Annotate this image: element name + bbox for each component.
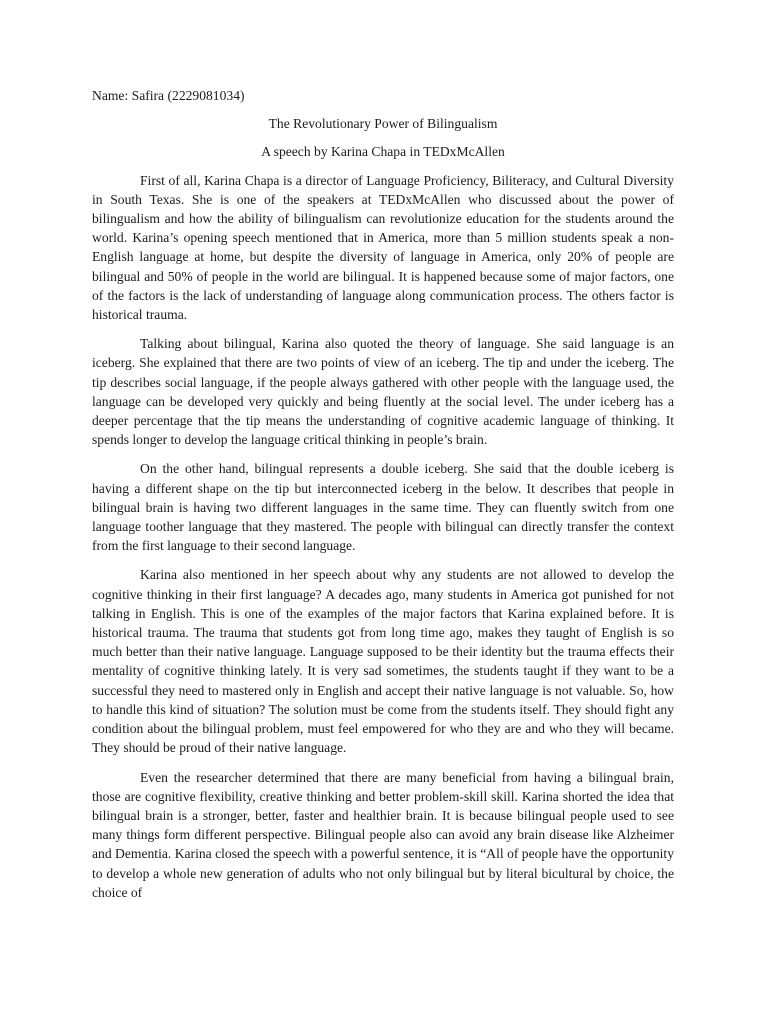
paragraph-iceberg: Talking about bilingual, Karina also quoted the theory of language. She said language is an iceberg. She explained that there are two points of view of an iceberg. The tip and under the iceberg. The tip describes social language, if the people always gathered with other people with the language used, the language can be developed very quickly and being fluently at the social level. The under iceberg has a deeper percentage that the tip means the understanding of cognitive academic language of thinking. It spends longer to develop the language critical thinking in people’s brain. <box>92 336 674 448</box>
document-subtitle: A speech by Karina Chapa in TEDxMcAllen <box>261 144 505 160</box>
author-name-line: Name: Safira (2229081034) <box>92 88 245 103</box>
document-page <box>92 86 674 912</box>
paragraph-intro: First of all, Karina Chapa is a director of Language Proficiency, Biliteracy, and Cultural Diversity in South Texas. She is one of the speakers at TEDxMcAllen who discussed about the power of bilingualism and how the ability of bilingualism can revolutionize education for the students around the world. Karina’s opening speech mentioned that in America, more than 5 million students speak a non-English language at home, but despite the diversity of language in America, only 20% of people are bilingual and 50% of people in the world are bilingual. It is happened because some of major factors, one of the factors is the lack of understanding of language along communication process. The others factor is historical trauma. <box>92 172 674 323</box>
paragraph-double-iceberg: On the other hand, bilingual represents a double iceberg. She said that the double iceberg is having a different shape on the tip but interconnected iceberg in the below. It describes that people in bilingual brain is having two different languages in the same time. They can fluently switch from one language toother language that they mastered. The people with bilingual can directly transfer the context from the first language to their second language. <box>92 461 674 554</box>
paragraph-benefits: Even the researcher determined that there are many beneficial from having a bilingual brain, those are cognitive flexibility, creative thinking and better problem-skill skill. Karina shorted the idea that bilingual brain is a stronger, better, faster and healthier brain. It is because bilingual people used to see many things form different perspective. Bilingual people also can avoid any brain disease like Alzheimer and Dementia. Karina closed the speech with a powerful sentence, it is “All of people have the opportunity to develop a whole new generation of adults who not only bilingual but by literal bicultural by choice, the choice of <box>92 769 674 900</box>
paragraph-historical-trauma: Karina also mentioned in her speech about why any students are not allowed to develop the cognitive thinking in their first language? A decades ago, many students in America got punished for not talking in English. This is one of the examples of the major factors that Karina explained before. It is historical trauma. The trauma that students got from long time ago, makes they taught of English is so much better than their native language. Language supposed to be their identity but the trauma effects their mentality of cognitive thinking lately. It is very sad sometimes, the students taught if they want to be a successful they need to mastered only in English and accept their native language is not valuable. So, how to handle this kind of situation? The solution must be come from the students itself. They should fight any condition about the bilingual problem, must feel empowered for who they are and who they will became. They should be proud of their native language. <box>92 567 674 756</box>
document-title: The Revolutionary Power of Bilingualism <box>268 116 498 132</box>
